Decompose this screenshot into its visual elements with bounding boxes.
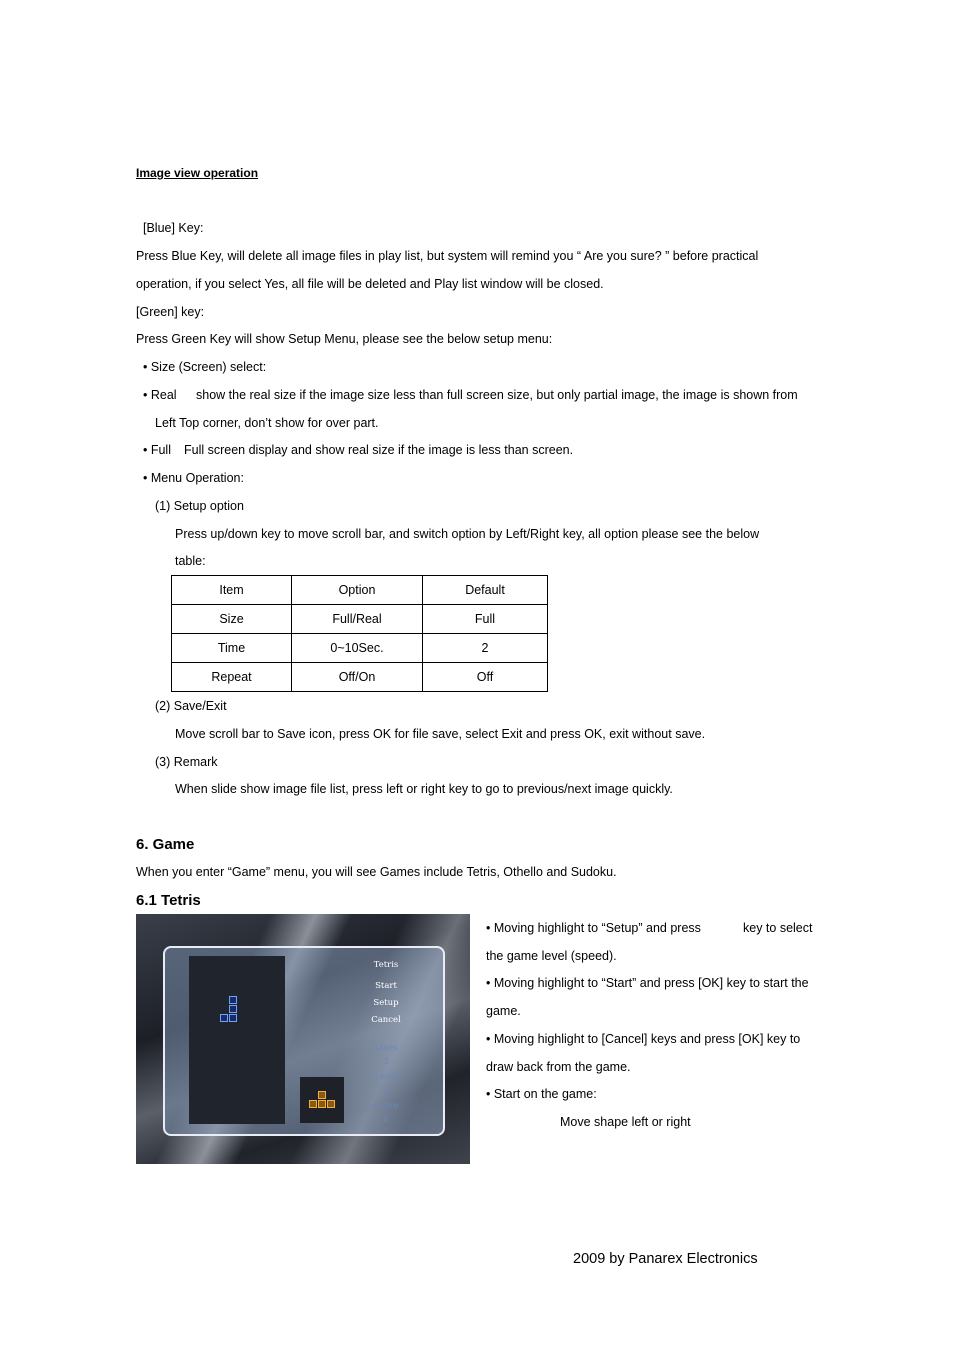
- bullet-full-text: Full screen display and show real size if the image is less than screen.: [184, 443, 574, 457]
- tetris-line: • Moving highlight to “Setup” and press: [486, 921, 701, 935]
- tetris-block-icon: [318, 1100, 326, 1108]
- tetris-stat-value: 5: [383, 1086, 389, 1096]
- save-exit: (2) Save/Exit: [155, 699, 227, 713]
- blue-key-text-2: operation, if you select Yes, all file will be deleted and Play list window will be closed.: [136, 277, 604, 291]
- tetris-block-icon: [309, 1100, 317, 1108]
- table-row: [172, 634, 548, 663]
- tetris-block-icon: [318, 1091, 326, 1099]
- table-row: [172, 605, 548, 634]
- table-cell: Full: [423, 605, 548, 634]
- table-cell: Time: [172, 634, 292, 663]
- blue-key-label: [Blue] Key:: [143, 221, 204, 235]
- tetris-stat-label: Level: [374, 1072, 398, 1082]
- tetris-panel: [163, 946, 445, 1136]
- tetris-menu-cancel[interactable]: Cancel: [371, 1015, 401, 1025]
- setup-option: (1) Setup option: [155, 499, 244, 513]
- bullet-real-text-2: Left Top corner, don’t show for over part.: [155, 416, 379, 430]
- tetris-menu-title: Tetris: [373, 960, 399, 970]
- remark: (3) Remark: [155, 755, 218, 769]
- table-header-row: [172, 576, 548, 605]
- tetris-line: • Moving highlight to “Start” and press [OK] key to start the: [486, 976, 809, 990]
- tetris-stat-label: Lines: [374, 1043, 398, 1053]
- section-title: Image view operation: [136, 166, 259, 180]
- tetris-screenshot: [136, 914, 470, 1164]
- setup-text-1: Press up/down key to move scroll bar, and switch option by Left/Right key, all option please see the below: [175, 527, 760, 541]
- footer: 2009 by Panarex Electronics: [573, 1251, 758, 1267]
- table-cell: Repeat: [172, 663, 292, 692]
- tetris-playfield: [189, 956, 285, 1124]
- bullet-full-label: • Full: [143, 443, 171, 457]
- save-exit-text: Move scroll bar to Save icon, press OK for file save, select Exit and press OK, exit without save.: [175, 727, 706, 741]
- game-intro: When you enter “Game” menu, you will see Games include Tetris, Othello and Sudoku.: [136, 865, 617, 879]
- tetris-menu-setup[interactable]: Setup: [373, 998, 399, 1008]
- table-row: [172, 663, 548, 692]
- table-cell: Off/On: [292, 663, 423, 692]
- tetris-menu-start[interactable]: Start: [375, 981, 397, 991]
- blue-key-text-1: Press Blue Key, will delete all image files in play list, but system will remind you “ Are you sure? ” before practical: [136, 249, 759, 263]
- tetris-line: game.: [486, 1004, 521, 1018]
- tetris-block-icon: [229, 1005, 237, 1013]
- tetris-next-piece: [300, 1077, 344, 1123]
- green-key-label: [Green] key:: [136, 305, 205, 319]
- table-cell: 0~10Sec.: [292, 634, 423, 663]
- setup-text-2: table:: [175, 554, 206, 568]
- bullet-real-text: show the real size if the image size less than full screen size, but only partial image, the image is shown from: [196, 388, 798, 402]
- green-key-text: Press Green Key will show Setup Menu, please see the below setup menu:: [136, 332, 553, 346]
- setup-options-table: [171, 575, 548, 692]
- tetris-line: key to select: [743, 921, 813, 935]
- tetris-line: • Moving highlight to [Cancel] keys and press [OK] key to: [486, 1032, 801, 1046]
- table-cell: Size: [172, 605, 292, 634]
- table-cell: Full/Real: [292, 605, 423, 634]
- remark-text: When slide show image file list, press left or right key to go to previous/next image quickly.: [175, 782, 673, 796]
- bullet-real-label: • Real: [143, 388, 177, 402]
- tetris-stat-label: Score: [373, 1101, 399, 1111]
- tetris-stat-value: 3: [383, 1057, 389, 1067]
- tetris-line: draw back from the game.: [486, 1060, 631, 1074]
- game-heading: 6. Game: [136, 836, 195, 853]
- tetris-line: Move shape left or right: [560, 1115, 691, 1129]
- tetris-block-icon: [229, 1014, 237, 1022]
- table-cell: Off: [423, 663, 548, 692]
- table-header: Option: [292, 576, 423, 605]
- tetris-line: • Start on the game:: [486, 1087, 597, 1101]
- tetris-block-icon: [229, 996, 237, 1004]
- bullet-menu: • Menu Operation:: [143, 471, 244, 485]
- table-cell: 2: [423, 634, 548, 663]
- tetris-block-icon: [327, 1100, 335, 1108]
- tetris-heading: 6.1 Tetris: [136, 892, 201, 909]
- tetris-line: the game level (speed).: [486, 949, 617, 963]
- bullet-size: • Size (Screen) select:: [143, 360, 267, 374]
- table-header: Item: [172, 576, 292, 605]
- tetris-block-icon: [220, 1014, 228, 1022]
- table-header: Default: [423, 576, 548, 605]
- tetris-stat-value: 0: [383, 1115, 389, 1125]
